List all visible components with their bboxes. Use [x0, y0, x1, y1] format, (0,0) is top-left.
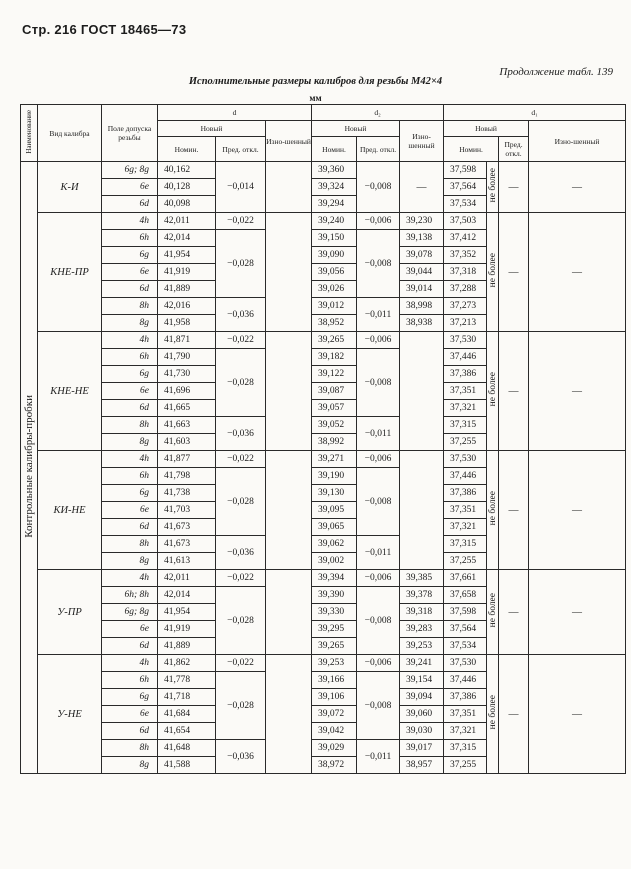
d-nominal: 41,696 — [158, 383, 216, 400]
d1-worn: — — [529, 570, 626, 655]
d-nominal: 41,954 — [158, 247, 216, 264]
d2-deviation: −0,006 — [357, 332, 400, 349]
d1-nominal: 37,412 — [444, 230, 487, 247]
d-nominal: 41,588 — [158, 757, 216, 774]
gauge-name: КНЕ-НЕ — [38, 332, 102, 451]
d1-nominal: 37,534 — [444, 638, 487, 655]
d-nominal: 41,648 — [158, 740, 216, 757]
d2-nominal: 38,992 — [312, 434, 357, 451]
d2-deviation: −0,008 — [357, 230, 400, 298]
header-d2-worn: Изно-шенный — [400, 121, 444, 162]
d1-nominal: 37,530 — [444, 655, 487, 672]
header-d2-nom: Номин. — [312, 137, 357, 162]
d2-deviation: −0,006 — [357, 213, 400, 230]
d-nominal: 41,663 — [158, 417, 216, 434]
d1-not-more: не более — [487, 213, 499, 332]
d-nominal: 42,014 — [158, 587, 216, 604]
tolerance-field: 6d — [102, 400, 158, 417]
d1-nominal: 37,598 — [444, 162, 487, 179]
d2-deviation: −0,008 — [357, 587, 400, 655]
d1-nominal: 37,564 — [444, 621, 487, 638]
tolerance-field: 6h — [102, 349, 158, 366]
d2-nominal: 39,087 — [312, 383, 357, 400]
d-nominal: 41,798 — [158, 468, 216, 485]
d-nominal: 41,730 — [158, 366, 216, 383]
d-nominal: 41,718 — [158, 689, 216, 706]
header-d-new: Новый — [158, 121, 266, 137]
tolerance-field: 6d — [102, 638, 158, 655]
tolerance-field: 6e — [102, 179, 158, 196]
d-nominal: 41,871 — [158, 332, 216, 349]
d-nominal: 41,889 — [158, 638, 216, 655]
d-nominal: 41,790 — [158, 349, 216, 366]
d1-nominal: 37,446 — [444, 349, 487, 366]
d1-nominal: 37,503 — [444, 213, 487, 230]
d-deviation: −0,036 — [216, 417, 266, 451]
d2-deviation: −0,006 — [357, 655, 400, 672]
tolerance-field: 6d — [102, 196, 158, 213]
d2-nominal: 39,330 — [312, 604, 357, 621]
header-d-worn: Изно-шенный — [266, 121, 312, 162]
d2-worn: 39,283 — [400, 621, 444, 638]
tolerance-field: 6e — [102, 264, 158, 281]
tolerance-field: 8h — [102, 417, 158, 434]
d2-worn: 38,998 — [400, 298, 444, 315]
d2-worn: 38,938 — [400, 315, 444, 332]
tolerance-field: 6h — [102, 468, 158, 485]
d2-nominal: 39,095 — [312, 502, 357, 519]
d1-not-more: не более — [487, 162, 499, 213]
d2-deviation: −0,011 — [357, 740, 400, 774]
tolerance-field: 4h — [102, 451, 158, 468]
d1-deviation: — — [499, 332, 529, 451]
d1-nominal: 37,446 — [444, 468, 487, 485]
d2-nominal: 39,002 — [312, 553, 357, 570]
d2-worn: 39,241 — [400, 655, 444, 672]
d1-nominal: 37,386 — [444, 485, 487, 502]
tolerance-field: 8h — [102, 740, 158, 757]
d2-worn: 39,154 — [400, 672, 444, 689]
d1-worn: — — [529, 655, 626, 774]
d-nominal: 41,958 — [158, 315, 216, 332]
d-worn — [266, 162, 312, 213]
tolerance-field: 6e — [102, 621, 158, 638]
d2-nominal: 39,012 — [312, 298, 357, 315]
tolerance-field: 4h — [102, 332, 158, 349]
d2-worn: 39,030 — [400, 723, 444, 740]
d1-nominal: 37,315 — [444, 740, 487, 757]
d-worn — [266, 213, 312, 332]
d2-nominal: 39,253 — [312, 655, 357, 672]
d-nominal: 41,613 — [158, 553, 216, 570]
gauge-name: КНЕ-ПР — [38, 213, 102, 332]
d2-deviation: −0,008 — [357, 468, 400, 536]
tolerance-field: 6g — [102, 485, 158, 502]
header-kind: Вид калибра — [38, 105, 102, 162]
d1-worn: — — [529, 451, 626, 570]
d-deviation: −0,028 — [216, 587, 266, 655]
d1-nominal: 37,315 — [444, 536, 487, 553]
d-deviation: −0,022 — [216, 451, 266, 468]
d-nominal: 40,162 — [158, 162, 216, 179]
d2-deviation: −0,008 — [357, 349, 400, 417]
d2-nominal: 39,106 — [312, 689, 357, 706]
d2-worn: 39,014 — [400, 281, 444, 298]
d2-nominal: 39,150 — [312, 230, 357, 247]
header-d2-new: Новый — [312, 121, 400, 137]
d-deviation: −0,036 — [216, 536, 266, 570]
d1-nominal: 37,321 — [444, 519, 487, 536]
header-d1-worn: Изно-шенный — [529, 121, 626, 162]
d1-nominal: 37,386 — [444, 366, 487, 383]
tolerance-field: 4h — [102, 570, 158, 587]
d2-nominal: 39,166 — [312, 672, 357, 689]
tolerance-field: 4h — [102, 655, 158, 672]
d1-nominal: 37,213 — [444, 315, 487, 332]
d2-worn: 39,078 — [400, 247, 444, 264]
header-d2: d₂ — [312, 105, 444, 121]
d1-not-more: не более — [487, 570, 499, 655]
d-deviation: −0,022 — [216, 655, 266, 672]
tolerance-field: 6d — [102, 281, 158, 298]
tolerance-field: 8h — [102, 298, 158, 315]
header-d: d — [158, 105, 312, 121]
d1-nominal: 37,255 — [444, 553, 487, 570]
tolerance-field: 6g — [102, 689, 158, 706]
d2-nominal: 39,029 — [312, 740, 357, 757]
d-deviation: −0,028 — [216, 672, 266, 740]
d-nominal: 41,919 — [158, 621, 216, 638]
d2-worn: 39,044 — [400, 264, 444, 281]
d2-worn: — — [400, 162, 444, 213]
d2-nominal: 39,056 — [312, 264, 357, 281]
d1-nominal: 37,530 — [444, 451, 487, 468]
tolerance-field: 6e — [102, 502, 158, 519]
d2-deviation: −0,006 — [357, 451, 400, 468]
d-worn — [266, 451, 312, 570]
header-d1-dev: Пред. откл. — [499, 137, 529, 162]
d2-nominal: 39,271 — [312, 451, 357, 468]
header-d1-nom: Номин. — [444, 137, 499, 162]
d-nominal: 41,603 — [158, 434, 216, 451]
d-nominal: 40,128 — [158, 179, 216, 196]
d-deviation: −0,022 — [216, 570, 266, 587]
header-d1-new: Новый — [444, 121, 529, 137]
d-nominal: 42,011 — [158, 213, 216, 230]
tolerance-field: 6g — [102, 366, 158, 383]
d-worn — [266, 655, 312, 774]
tolerance-field: 4h — [102, 213, 158, 230]
d-nominal: 42,014 — [158, 230, 216, 247]
d2-worn: 39,318 — [400, 604, 444, 621]
d-deviation: −0,014 — [216, 162, 266, 213]
d2-nominal: 39,182 — [312, 349, 357, 366]
d-nominal: 41,738 — [158, 485, 216, 502]
d2-deviation: −0,011 — [357, 298, 400, 332]
d2-nominal: 39,265 — [312, 332, 357, 349]
header-field: Поле допуска резьбы — [102, 105, 158, 162]
d1-nominal: 37,658 — [444, 587, 487, 604]
d1-nominal: 37,288 — [444, 281, 487, 298]
table-caption: Исполнительные размеры калибров для резьбы М42×4 — [188, 76, 443, 87]
d-deviation: −0,028 — [216, 230, 266, 298]
d-nominal: 42,011 — [158, 570, 216, 587]
tolerance-field: 6d — [102, 723, 158, 740]
tolerance-field: 6e — [102, 706, 158, 723]
tolerance-field: 6h; 8h — [102, 587, 158, 604]
d1-nominal: 37,321 — [444, 400, 487, 417]
d1-deviation: — — [499, 451, 529, 570]
d2-deviation: −0,008 — [357, 162, 400, 213]
d2-worn: 39,138 — [400, 230, 444, 247]
d2-worn — [400, 451, 444, 570]
d2-nominal: 39,052 — [312, 417, 357, 434]
d-nominal: 41,862 — [158, 655, 216, 672]
d1-not-more: не более — [487, 451, 499, 570]
d2-nominal: 39,190 — [312, 468, 357, 485]
tolerance-field: 6h — [102, 672, 158, 689]
gauge-name: У-ПР — [38, 570, 102, 655]
d2-worn: 38,957 — [400, 757, 444, 774]
tolerance-field: 8g — [102, 315, 158, 332]
d1-not-more: не более — [487, 655, 499, 774]
d2-nominal: 39,390 — [312, 587, 357, 604]
d-deviation: −0,022 — [216, 332, 266, 349]
d1-nominal: 37,534 — [444, 196, 487, 213]
d1-worn: — — [529, 332, 626, 451]
d-nominal: 41,919 — [158, 264, 216, 281]
d1-nominal: 37,598 — [444, 604, 487, 621]
d1-nominal: 37,273 — [444, 298, 487, 315]
d2-nominal: 39,240 — [312, 213, 357, 230]
d1-deviation: — — [499, 570, 529, 655]
gauge-name: У-НЕ — [38, 655, 102, 774]
d1-deviation: — — [499, 655, 529, 774]
d1-nominal: 37,661 — [444, 570, 487, 587]
d1-nominal: 37,255 — [444, 757, 487, 774]
d-nominal: 41,673 — [158, 536, 216, 553]
d-nominal: 41,654 — [158, 723, 216, 740]
d-nominal: 41,877 — [158, 451, 216, 468]
tolerance-field: 8g — [102, 757, 158, 774]
tolerance-field: 8g — [102, 434, 158, 451]
tolerance-field: 6h — [102, 230, 158, 247]
d2-worn: 39,017 — [400, 740, 444, 757]
tolerance-field: 6g; 8g — [102, 162, 158, 179]
page-header: Стр. 216 ГОСТ 18465—73 — [22, 22, 187, 37]
d2-worn: 39,385 — [400, 570, 444, 587]
d2-worn: 39,378 — [400, 587, 444, 604]
d1-not-more: не более — [487, 332, 499, 451]
tolerance-field: 6g — [102, 247, 158, 264]
d1-deviation: — — [499, 213, 529, 332]
tolerance-field: 6e — [102, 383, 158, 400]
d2-deviation: −0,011 — [357, 536, 400, 570]
d1-nominal: 37,351 — [444, 706, 487, 723]
header-d1: d₁ — [444, 105, 626, 121]
d2-nominal: 39,324 — [312, 179, 357, 196]
d2-nominal: 39,062 — [312, 536, 357, 553]
d2-nominal: 39,065 — [312, 519, 357, 536]
header-d-dev: Пред. откл. — [216, 137, 266, 162]
d2-nominal: 39,026 — [312, 281, 357, 298]
d-nominal: 41,665 — [158, 400, 216, 417]
d2-nominal: 39,295 — [312, 621, 357, 638]
tolerance-field: 8g — [102, 553, 158, 570]
d1-worn: — — [529, 162, 626, 213]
tolerance-field: 6d — [102, 519, 158, 536]
d2-nominal: 39,057 — [312, 400, 357, 417]
header-d-nom: Номин. — [158, 137, 216, 162]
d2-nominal: 39,122 — [312, 366, 357, 383]
d1-worn: — — [529, 213, 626, 332]
d-deviation: −0,036 — [216, 740, 266, 774]
d2-worn: 39,094 — [400, 689, 444, 706]
d1-nominal: 37,446 — [444, 672, 487, 689]
d2-nominal: 39,294 — [312, 196, 357, 213]
d1-nominal: 37,352 — [444, 247, 487, 264]
d1-nominal: 37,351 — [444, 502, 487, 519]
d-nominal: 40,098 — [158, 196, 216, 213]
d2-nominal: 39,072 — [312, 706, 357, 723]
d2-nominal: 39,360 — [312, 162, 357, 179]
d1-nominal: 37,315 — [444, 417, 487, 434]
d2-deviation: −0,008 — [357, 672, 400, 740]
gauge-dimensions-table — [20, 104, 626, 774]
d1-nominal: 37,564 — [444, 179, 487, 196]
d-deviation: −0,028 — [216, 349, 266, 417]
d2-worn: 39,060 — [400, 706, 444, 723]
d2-worn: 39,230 — [400, 213, 444, 230]
d1-nominal: 37,321 — [444, 723, 487, 740]
d1-nominal: 37,351 — [444, 383, 487, 400]
gauge-name: К-И — [38, 162, 102, 213]
d1-nominal: 37,318 — [444, 264, 487, 281]
gauge-name: КИ-НЕ — [38, 451, 102, 570]
d2-nominal: 39,090 — [312, 247, 357, 264]
d2-nominal: 39,394 — [312, 570, 357, 587]
d-nominal: 41,954 — [158, 604, 216, 621]
d2-nominal: 38,972 — [312, 757, 357, 774]
continuation-note: Продолжение табл. 139 — [499, 66, 613, 78]
row-group-label: Контрольные калибры-пробки — [21, 162, 38, 774]
d-nominal: 41,673 — [158, 519, 216, 536]
d1-nominal: 37,530 — [444, 332, 487, 349]
d-nominal: 42,016 — [158, 298, 216, 315]
d2-worn — [400, 332, 444, 451]
d-deviation: −0,036 — [216, 298, 266, 332]
d-nominal: 41,889 — [158, 281, 216, 298]
d1-deviation: — — [499, 162, 529, 213]
tolerance-field: 6g; 8g — [102, 604, 158, 621]
d2-deviation: −0,006 — [357, 570, 400, 587]
d-worn — [266, 570, 312, 655]
d1-nominal: 37,386 — [444, 689, 487, 706]
header-name: Наименование — [21, 105, 38, 162]
d-nominal: 41,703 — [158, 502, 216, 519]
d2-nominal: 39,130 — [312, 485, 357, 502]
tolerance-field: 8h — [102, 536, 158, 553]
header-d2-dev: Пред. откл. — [357, 137, 400, 162]
d2-deviation: −0,011 — [357, 417, 400, 451]
d-nominal: 41,778 — [158, 672, 216, 689]
d2-nominal: 39,265 — [312, 638, 357, 655]
d-deviation: −0,028 — [216, 468, 266, 536]
units-label: мм — [309, 93, 322, 103]
d2-nominal: 38,952 — [312, 315, 357, 332]
d2-worn: 39,253 — [400, 638, 444, 655]
d1-nominal: 37,255 — [444, 434, 487, 451]
d-deviation: −0,022 — [216, 213, 266, 230]
d-worn — [266, 332, 312, 451]
d2-nominal: 39,042 — [312, 723, 357, 740]
d-nominal: 41,684 — [158, 706, 216, 723]
